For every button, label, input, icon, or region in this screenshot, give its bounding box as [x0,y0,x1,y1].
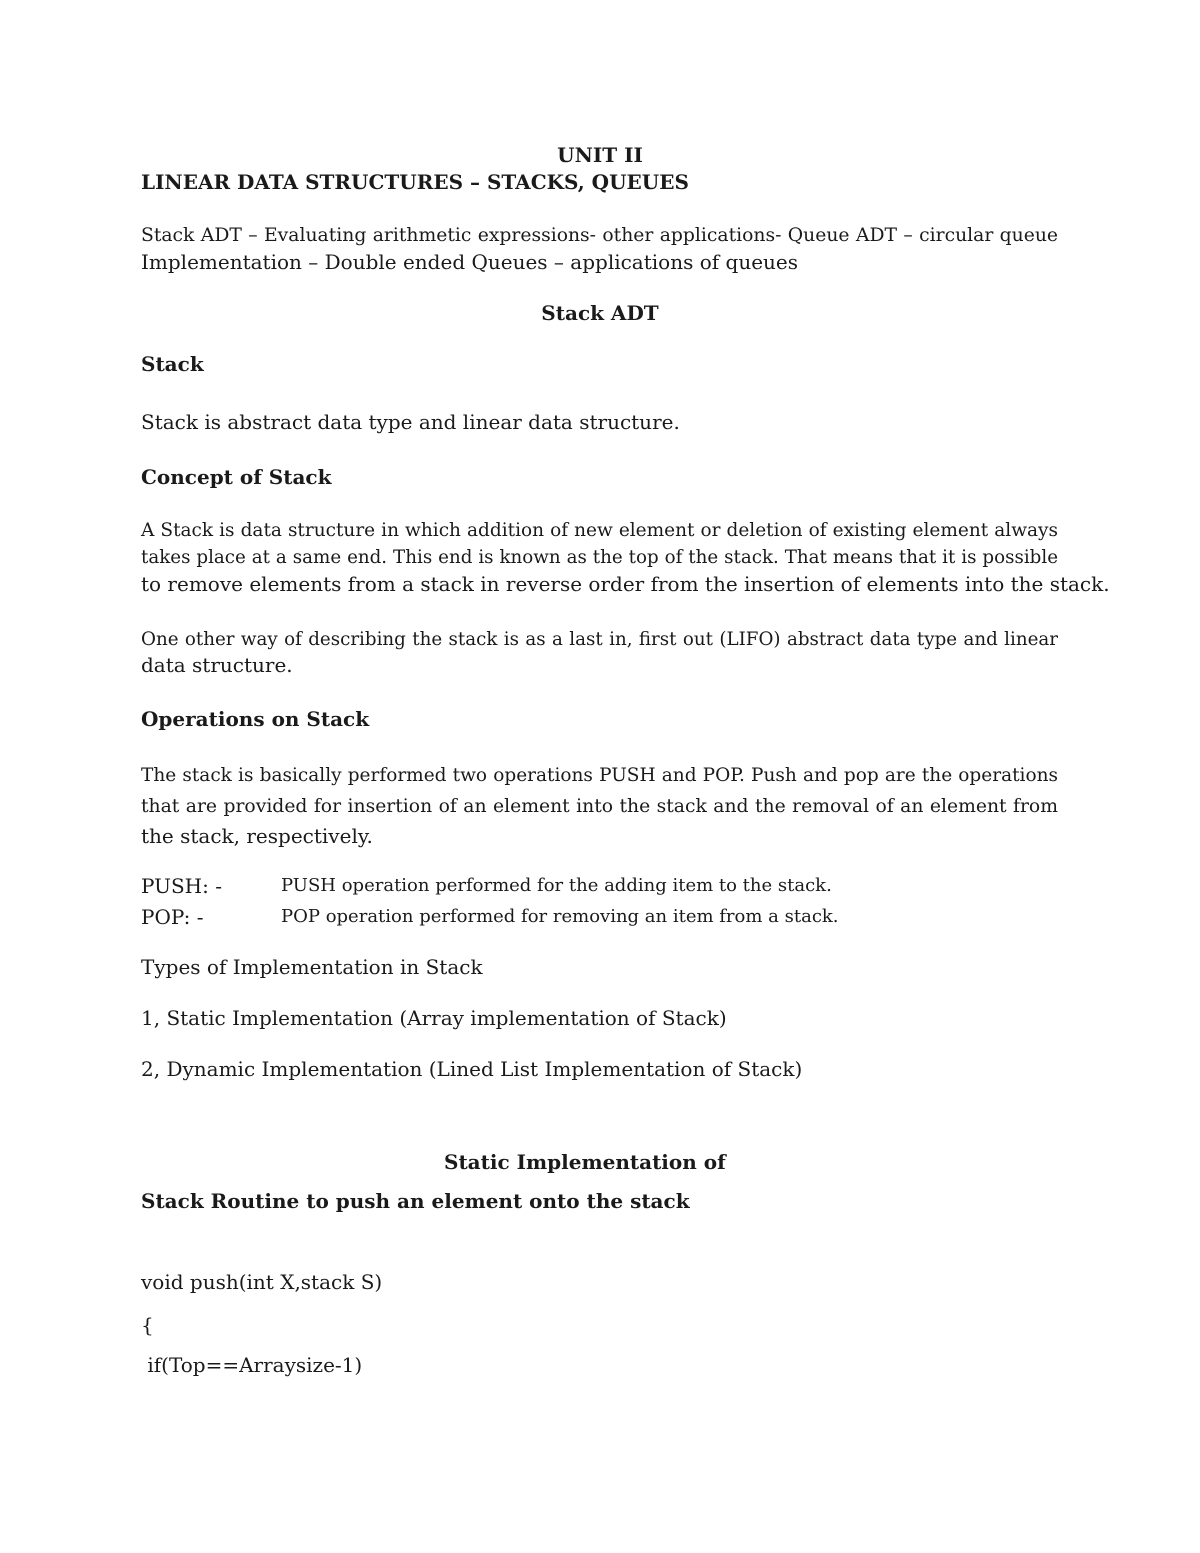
code-line: { [141,1313,154,1337]
static-heading: Static Implementation of [444,1150,726,1174]
stack-definition: Stack is abstract data type and linear data structure. [141,410,680,434]
concept-line: to remove elements from a stack in reverse order from the insertion of elements into the stack. [141,572,1110,596]
types-heading: Types of Implementation in Stack [141,955,483,979]
concept-line: takes place at a same end. This end is known as the top of the stack. That means that it is possible [141,547,1058,568]
pop-term: POP: - [141,905,204,929]
operations-line: The stack is basically performed two operations PUSH and POP. Push and pop are the operations [141,765,1058,786]
push-term: PUSH: - [141,874,222,898]
pop-definition: POP operation performed for removing an item from a stack. [281,906,839,927]
routine-heading: Stack Routine to push an element onto the stack [141,1189,690,1213]
type-item: 1, Static Implementation (Array implementation of Stack) [141,1006,727,1030]
concept-line: A Stack is data structure in which addition of new element or deletion of existing element always [141,520,1058,541]
syllabus-line: Implementation – Double ended Queues – applications of queues [141,250,799,274]
operations-line: that are provided for insertion of an element into the stack and the removal of an element from [141,796,1058,817]
type-item: 2, Dynamic Implementation (Lined List Implementation of Stack) [141,1057,803,1081]
syllabus-line: Stack ADT – Evaluating arithmetic expressions- other applications- Queue ADT – circular queue [141,225,1058,246]
section-title: Stack ADT [541,301,659,325]
operations-heading: Operations on Stack [141,707,370,731]
unit-number: UNIT II [557,143,643,167]
push-definition: PUSH operation performed for the adding item to the stack. [281,875,832,896]
code-line: if(Top==Arraysize-1) [141,1353,363,1377]
operations-line: the stack, respectively. [141,824,373,848]
lifo-line: data structure. [141,653,293,677]
unit-title: LINEAR DATA STRUCTURES – STACKS, QUEUES [141,170,689,194]
stack-heading: Stack [141,352,204,376]
lifo-line: One other way of describing the stack is as a last in, first out (LIFO) abstract data type and linear [141,629,1058,650]
concept-heading: Concept of Stack [141,465,332,489]
code-line: void push(int X,stack S) [141,1270,383,1294]
